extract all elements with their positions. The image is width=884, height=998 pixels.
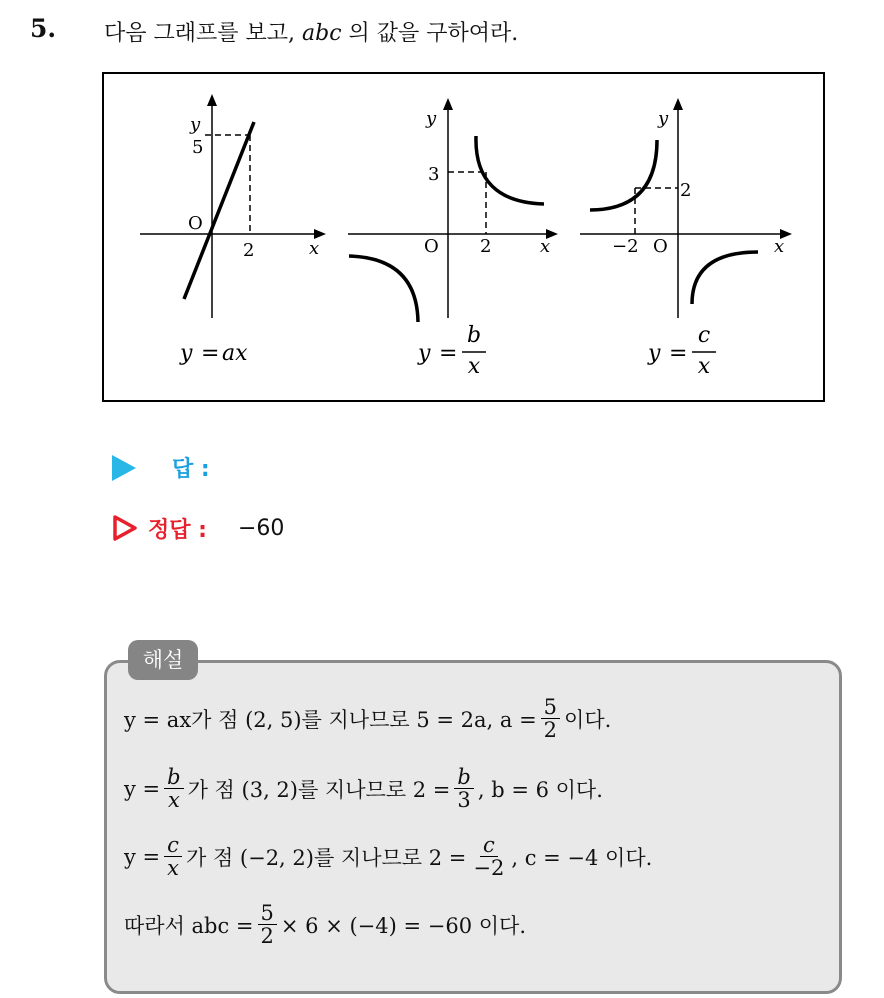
solution-line-3: y = $\frac{c}{x}$ 가 점 (−2, 2)를 지나므로 2 = $\frac{c}{-2}$ , c = −4 이다. [124,833,653,881]
g3-x-tick: −2 [612,236,639,257]
graph-hyperbola-b [348,98,558,379]
g2-x-tick: 2 [480,236,492,257]
g1-x-tick: 2 [243,240,255,261]
svg-text:=: = [201,341,220,366]
svg-text:=: = [669,341,688,366]
g3-x-label: x [774,236,785,257]
g3-eq-lhs: y [648,341,661,366]
g1-y-label: y [190,114,201,135]
correct-answer-label: 정답 : [148,518,207,543]
g2-origin: O [424,236,439,257]
g1-y-tick: 5 [192,137,204,158]
g3-origin: O [653,236,668,257]
svg-text:=: = [439,341,458,366]
correct-answer-value: −60 [238,516,285,541]
g2-eq-num: b [466,323,482,348]
g1-origin: O [188,213,203,234]
g3-eq-den: x [697,354,711,379]
g1-x-label: x [309,238,320,259]
graph-figure [102,72,825,402]
g3-y-tick: 2 [680,180,692,201]
solution-tag: 해설 [128,640,198,680]
solution-line-1: y = ax가 점 (2, 5)를 지나므로 5 = 2a, a = $\frac{5}{2}$ 이다. [124,695,612,743]
g1-eq-lhs: y [180,341,193,366]
g1-eq-rhs: ax [222,341,248,366]
g2-eq-lhs: y [418,341,431,366]
correct-answer-play-icon [112,514,138,542]
graph-hyperbola-c [580,98,792,379]
g2-y-label: y [426,108,437,129]
solution-line-2: y = $\frac{b}{x}$ 가 점 (3, 2)를 지나므로 2 = $\frac{b}{3}$ , b = 6 이다. [124,765,603,813]
solution-line-4: 따라서 abc = $\frac{5}{2}$ × 6 × (−4) = −60 이다. [124,901,527,949]
graph-linear [140,94,326,366]
g2-x-label: x [540,236,551,257]
question-text: 다음 그래프를 보고, abc 의 값을 구하여라. [104,21,519,46]
g2-eq-den: x [467,354,481,379]
g2-y-tick: 3 [428,164,440,185]
question-number: 5. [30,14,57,43]
g3-y-label: y [658,108,669,129]
answer-play-icon [112,455,136,481]
answer-label: 답 : [172,457,210,482]
g3-eq-num: c [697,323,711,348]
